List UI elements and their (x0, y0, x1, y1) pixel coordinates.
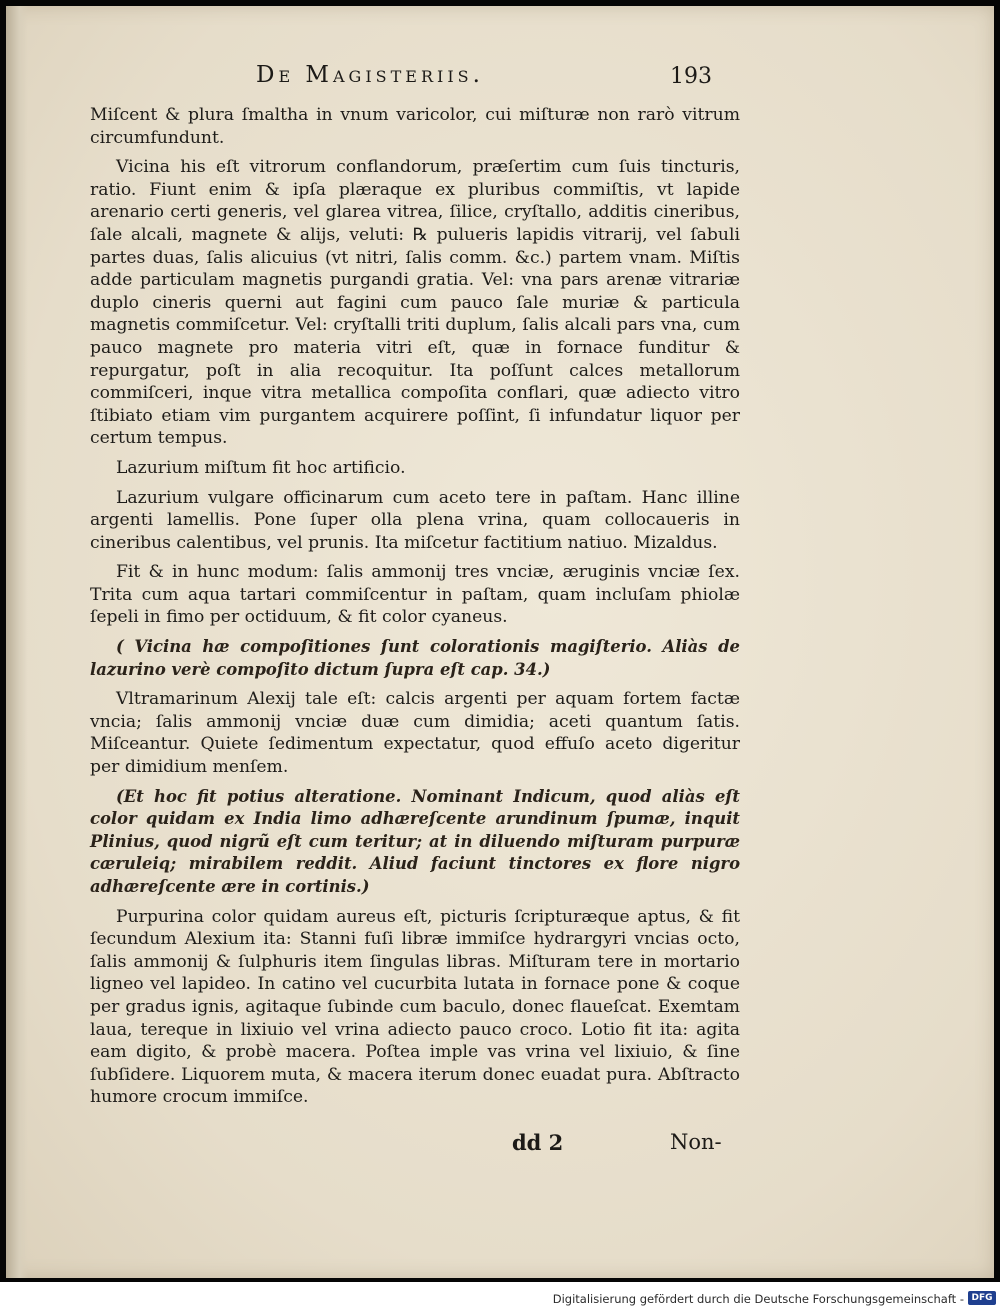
running-head-title: De Magisteriis. (256, 62, 484, 88)
book-page (6, 6, 994, 1278)
footer-text: Digitalisierung gefördert durch die Deutsche Forschungsgemeinschaft - (552, 1292, 964, 1306)
paragraph-2: Vicina his eſt vitrorum conflandorum, præſertim cum ſuis tincturis, ratio. Fiunt enim & ipſa plæraque ex pluribus commiſtis, vt lapide arenario certi generis, vel glarea vitrea, ſilice, cryſtallo, additis cineribus, ſale alcali, magnete & alijs, veluti: ℞ pulueris lapidis vitrarij, vel ſabuli partes duas, ſalis alicuius (vt nitri, ſalis comm. &c.) partem vnam. Miſtis adde particulam magnetis purgandi gratia. Vel: vna pars arenæ vitrariæ duplo cineris querni aut fagini cum pauco ſale muriæ & particula magnetis commiſcetur. Vel: cryſtalli triti duplum, ſalis alcali pars vna, cum pauco magnete pro materia vitri eſt, quæ in fornace funditur & repurgatur, poſt in alia recoquitur. Ita poſſunt calces metallorum commiſceri, inque vitra metallica compoſita conflari, quæ adiecto vitro ſtibiato etiam vim purgantem acquirere poſſint, ſi infundatur liquor per certum tempus. (90, 157, 740, 449)
paragraph-7: Vltramarinum Alexij tale eſt: calcis argenti per aquam fortem factæ vncia; ſalis ammonij vnciæ duæ cum dimidia; aceti quantum ſatis. Miſceantur. Quiete ſedimentum expectatur, quod effuſo aceto digeritur per dimidium menſem. (90, 689, 740, 778)
paragraph-3: Lazurium miſtum fit hoc artificio. (116, 457, 406, 478)
digitization-footer (0, 1288, 1000, 1310)
page-gutter (6, 6, 28, 1278)
catchword: Non- (670, 1130, 722, 1154)
paragraph-8-note: (Et hoc fit potius alteratione. Nominant Indicum, quod aliàs eſt color quidam ex India limo adhæreſcente arundinum ſpumæ, inquit Plinius, quod nigrũ eſt cum teritur; at in diluendo miſturam purpuræ cæruleiq; mirabilem reddit. Aliud faciunt tinctores ex flore nigro adhæreſcente ære in cortinis.) (90, 786, 740, 896)
running-head (6, 62, 994, 96)
signature-mark: dd 2 (512, 1130, 564, 1155)
paragraph-1: Miſcent & plura ſmaltha in vnum varicolor, cui miſturæ non rarò vitrum circumfundunt. (90, 105, 740, 148)
paragraph-9: Purpurina color quidam aureus eſt, picturis ſcripturæque aptus, & fit ſecundum Alexium ita: Stanni fuſi libræ immiſce hydrargyri vncias octo, ſalis ammonij & ſulphuris item ſingulas libras. Miſturam tere in mortario ligneo vel lapideo. In catino vel cucurbita lutata in fornace pone & coque per gradus ignis, agitaque ſubinde cum baculo, donec flaueſcat. Exemtam laua, tereque in lixiuio vel vrina adiecto pauco croco. Lotio fit ita: agita eam digito, & probè macera. Poſtea imple vas vrina vel lixiuio, & ſine ſubſidere. Liquorem muta, & macera iterum donec euadat pura. Abſtracto humore crocum immiſce. (90, 906, 740, 1108)
paragraph-4: Lazurium vulgare officinarum cum aceto tere in paſtam. Hanc illine argenti lamellis. Pone ſuper olla plena vrina, quam collocaueris in cineribus calentibus, vel prunis. Ita miſcetur factitium natiuo. Mizaldus. (90, 487, 740, 553)
paragraph-6-note: ( Vicina hæ compoſitiones ſunt colorationis magiſterio. Aliàs de lazurino verè compoſito dictum ſupra eſt cap. 34.) (90, 637, 740, 679)
text-block (90, 104, 740, 1116)
page-number: 193 (670, 64, 712, 89)
dfg-logo-icon: DFG (968, 1291, 996, 1305)
bottom-line (6, 1130, 994, 1160)
paragraph-5: Fit & in hunc modum: ſalis ammonij tres vnciæ, æruginis vnciæ ſex. Trita cum aqua tartari commiſcentur in paſtam, quam incluſam phiolæ ſepeli in fimo per octiduum, & fit color cyaneus. (90, 562, 740, 628)
